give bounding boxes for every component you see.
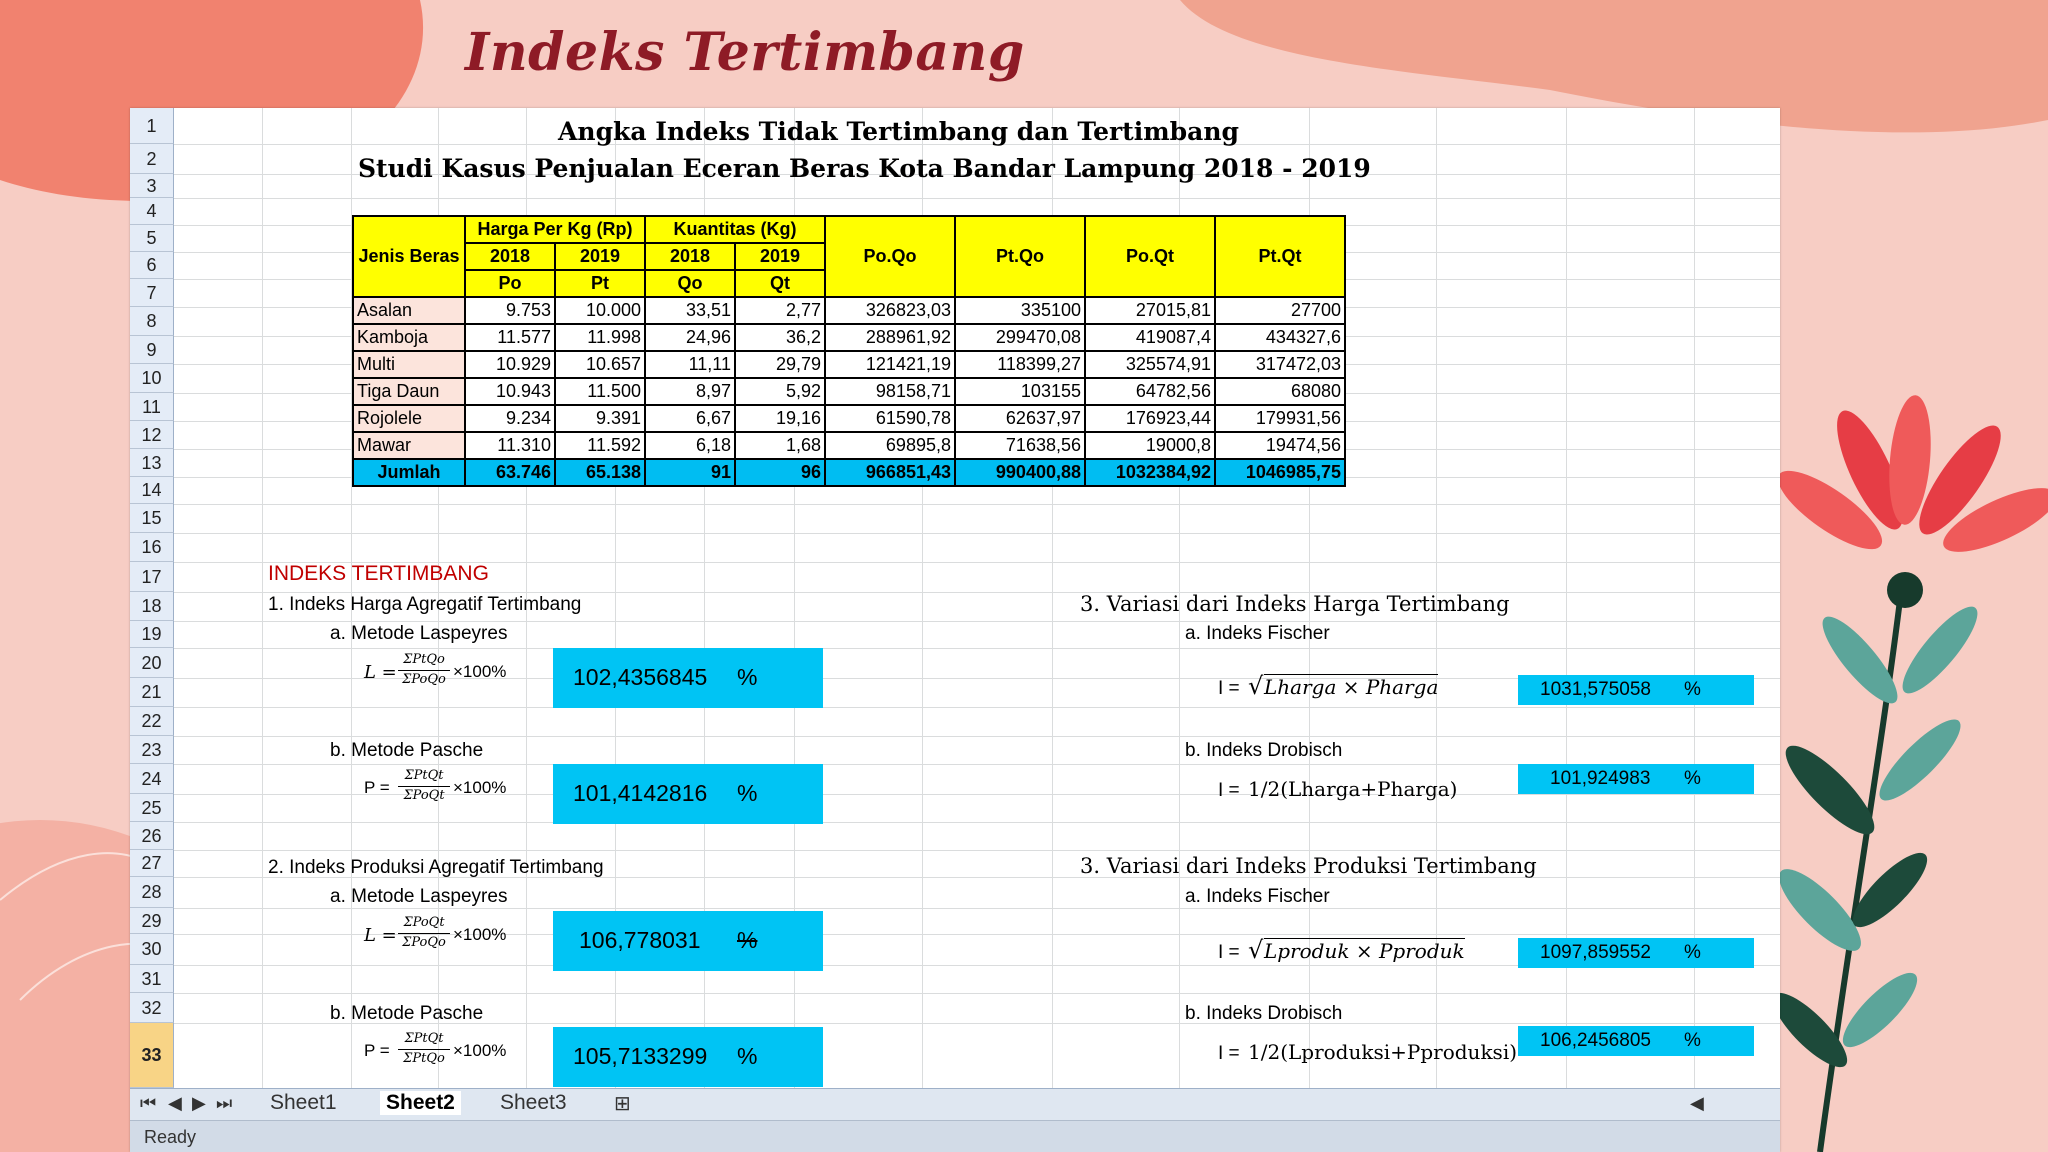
row-header[interactable]: 18 <box>130 592 174 621</box>
table-row <box>353 378 1345 405</box>
scroll-left-icon[interactable]: ◀ <box>1690 1093 1704 1113</box>
status-text: Ready <box>144 1127 197 1147</box>
first-sheet-icon[interactable]: ⏮ <box>140 1093 157 1113</box>
cell-value[interactable]: 326823,03 <box>825 297 955 324</box>
total-value[interactable]: 65.138 <box>555 459 645 486</box>
tab-sheet2[interactable]: Sheet2 <box>380 1091 461 1115</box>
label-fischer-1: a. Indeks Fischer <box>1185 623 1330 644</box>
header-poqt[interactable]: Po.Qt <box>1085 216 1215 297</box>
header-po[interactable]: Po <box>465 270 555 297</box>
result-percent: % <box>1684 942 1701 963</box>
grid-line <box>174 908 1780 909</box>
result-percent: % <box>1684 768 1701 789</box>
cell-value[interactable]: 9.391 <box>555 405 645 432</box>
cell-value[interactable]: 103155 <box>955 378 1085 405</box>
cell-value[interactable]: 9.753 <box>465 297 555 324</box>
cell-jenis[interactable]: Asalan <box>353 297 465 324</box>
cell-jenis[interactable]: Mawar <box>353 432 465 459</box>
header-qo[interactable]: Qo <box>645 270 735 297</box>
cell-value[interactable]: 33,51 <box>645 297 735 324</box>
grid-line <box>174 533 1780 534</box>
cell-value[interactable]: 6,67 <box>645 405 735 432</box>
row-header[interactable]: 7 <box>130 279 174 307</box>
formula-2-numerator: ΣPtQt <box>404 768 444 783</box>
row-header[interactable]: 25 <box>130 794 174 822</box>
formula-4-numerator: ΣPtQt <box>404 1031 444 1046</box>
table-row <box>353 432 1345 459</box>
cell-value[interactable]: 6,18 <box>645 432 735 459</box>
formula-drobisch-produk: 1/2(Lproduksi+Pproduksi) <box>1248 1040 1518 1064</box>
label-fischer-2: a. Indeks Fischer <box>1185 886 1330 907</box>
cell-value[interactable]: 419087,4 <box>1085 324 1215 351</box>
cell-value[interactable]: 10.000 <box>555 297 645 324</box>
result-value: 101,924983 <box>1550 768 1651 789</box>
heading-harga-agregatif: 1. Indeks Harga Agregatif Tertimbang <box>268 594 582 615</box>
formula-2-line <box>398 786 450 787</box>
formula-i-prefix-1: I = <box>1218 678 1240 699</box>
row-header[interactable]: 2 <box>130 144 174 174</box>
header-poqo[interactable]: Po.Qo <box>825 216 955 297</box>
result-percent: % <box>737 927 758 953</box>
heading-variasi-produksi: 3. Variasi dari Indeks Produksi Tertimbang <box>1080 854 1537 878</box>
cell-value[interactable]: 11,11 <box>645 351 735 378</box>
status-bar <box>130 1120 1780 1152</box>
grid-line <box>174 736 1780 737</box>
row-header[interactable]: 20 <box>130 648 174 678</box>
formula-3-denominator: ΣPoQo <box>402 935 446 950</box>
spreadsheet-window[interactable] <box>130 108 1780 1152</box>
formula-3-times: ×100% <box>453 925 507 944</box>
row-header[interactable]: 11 <box>130 393 174 421</box>
table-row <box>353 324 1345 351</box>
cell-value[interactable]: 98158,71 <box>825 378 955 405</box>
cell-value[interactable]: 5,92 <box>735 378 825 405</box>
result-value: 101,4142816 <box>573 780 708 806</box>
row-header[interactable]: 10 <box>130 364 174 393</box>
cell-value[interactable]: 176923,44 <box>1085 405 1215 432</box>
row-header[interactable]: 27 <box>130 850 174 877</box>
header-qt[interactable]: Qt <box>735 270 825 297</box>
row-header[interactable]: 6 <box>130 252 174 279</box>
tab-sheet1[interactable]: Sheet1 <box>270 1091 337 1114</box>
result-value: 105,7133299 <box>573 1043 708 1069</box>
result-value: 1097,859552 <box>1540 942 1651 963</box>
header-jenis[interactable]: Jenis Beras <box>353 216 465 297</box>
sheet-title-2: Studi Kasus Penjualan Eceran Beras Kota Bandar Lampung 2018 - 2019 <box>358 154 1371 183</box>
last-sheet-icon[interactable]: ⏭ <box>216 1093 233 1113</box>
result-percent: % <box>737 1043 758 1069</box>
result-laspeyres-harga[interactable] <box>553 648 823 708</box>
flower-decoration <box>1763 394 2048 1152</box>
formula-p-prefix-1: P = <box>364 778 390 797</box>
formula-1-numerator: ΣPtQo <box>403 652 445 667</box>
result-percent: % <box>737 780 758 806</box>
grid-line <box>262 108 263 1088</box>
result-drobisch-harga[interactable] <box>1518 764 1754 794</box>
cell-value[interactable]: 118399,27 <box>955 351 1085 378</box>
cell-value[interactable]: 27700 <box>1215 297 1345 324</box>
formula-4-denominator: ΣPtQo <box>403 1051 445 1066</box>
heading-produksi-agregatif: 2. Indeks Produksi Agregatif Tertimbang <box>268 857 604 878</box>
total-value[interactable]: 96 <box>735 459 825 486</box>
cell-value[interactable]: 69895,8 <box>825 432 955 459</box>
grid-line <box>174 592 1780 593</box>
total-value[interactable]: 966851,43 <box>825 459 955 486</box>
result-percent: % <box>737 664 758 690</box>
label-laspeyres-2: a. Metode Laspeyres <box>330 886 508 907</box>
cell-value[interactable]: 11.500 <box>555 378 645 405</box>
cell-value[interactable]: 10.657 <box>555 351 645 378</box>
total-label[interactable]: Jumlah <box>353 459 465 486</box>
result-percent: % <box>1684 679 1701 700</box>
row-header[interactable]: 31 <box>130 965 174 993</box>
cell-value[interactable]: 9.234 <box>465 405 555 432</box>
slide-title: Indeks Tertimbang <box>465 22 1025 83</box>
next-sheet-icon[interactable]: ▶ <box>192 1093 206 1113</box>
formula-4-line <box>398 1049 450 1050</box>
cell-value[interactable]: 325574,91 <box>1085 351 1215 378</box>
formula-fisher-harga: Lharga × Pharga <box>1264 675 1439 699</box>
header-2019-price[interactable]: 2019 <box>555 243 645 270</box>
cell-value[interactable]: 179931,56 <box>1215 405 1345 432</box>
row-header[interactable]: 5 <box>130 225 174 252</box>
cell-value[interactable]: 64782,56 <box>1085 378 1215 405</box>
cell-jenis[interactable]: Multi <box>353 351 465 378</box>
formula-1-denominator: ΣPoQo <box>402 672 446 687</box>
result-fischer-produk[interactable] <box>1518 938 1754 968</box>
header-2018-qty[interactable]: 2018 <box>645 243 735 270</box>
row-header[interactable]: 22 <box>130 707 174 736</box>
label-laspeyres-1: a. Metode Laspeyres <box>330 623 508 644</box>
label-drobisch-2: b. Indeks Drobisch <box>1185 1003 1343 1024</box>
cell-value[interactable]: 8,97 <box>645 378 735 405</box>
grid-line <box>174 850 1780 851</box>
cell-value[interactable]: 61590,78 <box>825 405 955 432</box>
row-header[interactable]: 24 <box>130 764 174 794</box>
header-pt[interactable]: Pt <box>555 270 645 297</box>
result-value: 106,778031 <box>579 927 701 953</box>
cell-value[interactable]: 335100 <box>955 297 1085 324</box>
result-percent: % <box>1684 1030 1701 1051</box>
sqrt-symbol-2: √ <box>1248 936 1264 964</box>
result-value: 106,2456805 <box>1540 1030 1651 1051</box>
row-header[interactable]: 21 <box>130 678 174 707</box>
grid-line <box>174 822 1780 823</box>
cell-value[interactable]: 62637,97 <box>955 405 1085 432</box>
grid-line <box>174 621 1780 622</box>
row-header[interactable]: 19 <box>130 621 174 648</box>
cell-value[interactable]: 19000,8 <box>1085 432 1215 459</box>
formula-3-numerator: ΣPoQt <box>403 915 445 930</box>
grid-line <box>174 707 1780 708</box>
cell-value[interactable]: 1,68 <box>735 432 825 459</box>
formula-2-denominator: ΣPoQt <box>403 788 445 803</box>
formula-p-prefix-2: P = <box>364 1041 390 1060</box>
row-header[interactable]: 4 <box>130 198 174 225</box>
formula-3-line <box>398 933 450 934</box>
result-value: 1031,575058 <box>1540 679 1651 700</box>
cell-value[interactable]: 299470,08 <box>955 324 1085 351</box>
row-header[interactable]: 12 <box>130 421 174 449</box>
grid-line <box>174 993 1780 994</box>
row-header[interactable]: 30 <box>130 934 174 965</box>
sheet-tab-bar <box>130 1088 1780 1121</box>
result-pasche-produksi[interactable] <box>553 1027 823 1087</box>
tab-sheet3[interactable]: Sheet3 <box>500 1091 567 1114</box>
grid-line <box>174 648 1780 649</box>
total-value[interactable]: 91 <box>645 459 735 486</box>
cell-value[interactable]: 2,77 <box>735 297 825 324</box>
row-header[interactable]: 9 <box>130 336 174 364</box>
data-table[interactable] <box>352 215 1346 487</box>
label-pasche-2: b. Metode Pasche <box>330 1003 484 1024</box>
grid-line <box>174 198 1780 199</box>
cell-value[interactable]: 24,96 <box>645 324 735 351</box>
total-value[interactable]: 63.746 <box>465 459 555 486</box>
header-2018-price[interactable]: 2018 <box>465 243 555 270</box>
total-row <box>353 459 1345 486</box>
cell-value[interactable]: 317472,03 <box>1215 351 1345 378</box>
header-ptqt[interactable]: Pt.Qt <box>1215 216 1345 297</box>
formula-i-prefix-2: I = <box>1218 780 1240 801</box>
formula-4-times: ×100% <box>453 1041 507 1060</box>
formula-2-times: ×100% <box>453 778 507 797</box>
cell-value[interactable]: 19,16 <box>735 405 825 432</box>
result-drobisch-produk[interactable] <box>1518 1026 1754 1056</box>
cell-value[interactable]: 19474,56 <box>1215 432 1345 459</box>
formula-l-prefix-2: L = <box>364 925 397 946</box>
formula-1-times: ×100% <box>453 662 507 681</box>
cell-value[interactable]: 11.577 <box>465 324 555 351</box>
row-header[interactable]: 1 <box>130 108 174 144</box>
row-header[interactable]: 15 <box>130 504 174 533</box>
row-header[interactable]: 23 <box>130 736 174 764</box>
total-value[interactable]: 990400,88 <box>955 459 1085 486</box>
result-laspeyres-produksi[interactable] <box>553 911 823 971</box>
formula-drobisch-harga: 1/2(Lharga+Pharga) <box>1248 777 1458 801</box>
result-pasche-harga[interactable] <box>553 764 823 824</box>
table-row <box>353 351 1345 378</box>
cell-value[interactable]: 36,2 <box>735 324 825 351</box>
grid-line <box>174 504 1780 505</box>
heading-variasi-harga: 3. Variasi dari Indeks Harga Tertimbang <box>1080 592 1510 616</box>
cell-value[interactable]: 10.929 <box>465 351 555 378</box>
cell-value[interactable]: 121421,19 <box>825 351 955 378</box>
cell-value[interactable]: 11.592 <box>555 432 645 459</box>
cell-value[interactable]: 11.998 <box>555 324 645 351</box>
sheet-title-1: Angka Indeks Tidak Tertimbang dan Tertimbang <box>558 117 1239 146</box>
formula-i-prefix-3: I = <box>1218 942 1240 963</box>
cell-value[interactable]: 29,79 <box>735 351 825 378</box>
sqrt-symbol-1: √ <box>1248 672 1264 700</box>
label-drobisch-1: b. Indeks Drobisch <box>1185 740 1343 761</box>
header-kuantitas[interactable]: Kuantitas (Kg) <box>645 216 825 243</box>
cell-value[interactable]: 11.310 <box>465 432 555 459</box>
section-title: INDEKS TERTIMBANG <box>268 562 489 585</box>
cell-value[interactable]: 10.943 <box>465 378 555 405</box>
cell-jenis[interactable]: Kamboja <box>353 324 465 351</box>
cell-jenis[interactable]: Tiga Daun <box>353 378 465 405</box>
row-header[interactable]: 3 <box>130 174 174 198</box>
row-header[interactable]: 29 <box>130 908 174 934</box>
row-header[interactable]: 16 <box>130 533 174 562</box>
cell-value[interactable]: 27015,81 <box>1085 297 1215 324</box>
cell-value[interactable]: 434327,6 <box>1215 324 1345 351</box>
row-header[interactable]: 33 <box>130 1023 174 1088</box>
total-value[interactable]: 1032384,92 <box>1085 459 1215 486</box>
cell-value[interactable]: 71638,56 <box>955 432 1085 459</box>
header-harga[interactable]: Harga Per Kg (Rp) <box>465 216 645 243</box>
insert-sheet-icon[interactable]: ⊞ <box>614 1093 631 1115</box>
header-2019-qty[interactable]: 2019 <box>735 243 825 270</box>
prev-sheet-icon[interactable]: ◀ <box>168 1093 182 1113</box>
row-header[interactable]: 26 <box>130 822 174 850</box>
formula-i-prefix-4: I = <box>1218 1043 1240 1064</box>
cell-value[interactable]: 288961,92 <box>825 324 955 351</box>
row-header[interactable]: 14 <box>130 477 174 504</box>
label-pasche-1: b. Metode Pasche <box>330 740 484 761</box>
formula-1-line <box>398 670 450 671</box>
header-ptqo[interactable]: Pt.Qo <box>955 216 1085 297</box>
result-value: 102,4356845 <box>573 664 708 690</box>
result-fischer-harga[interactable] <box>1518 675 1754 705</box>
table-row <box>353 405 1345 432</box>
total-value[interactable]: 1046985,75 <box>1215 459 1345 486</box>
row-header[interactable]: 13 <box>130 449 174 477</box>
row-header[interactable]: 28 <box>130 877 174 908</box>
table-row <box>353 297 1345 324</box>
row-header[interactable]: 32 <box>130 993 174 1023</box>
row-header[interactable]: 8 <box>130 307 174 336</box>
row-header[interactable]: 17 <box>130 562 174 592</box>
formula-fisher-produk: Lproduk × Pproduk <box>1264 939 1465 963</box>
cell-jenis[interactable]: Rojolele <box>353 405 465 432</box>
formula-l-prefix-1: L = <box>364 662 397 683</box>
cell-value[interactable]: 68080 <box>1215 378 1345 405</box>
